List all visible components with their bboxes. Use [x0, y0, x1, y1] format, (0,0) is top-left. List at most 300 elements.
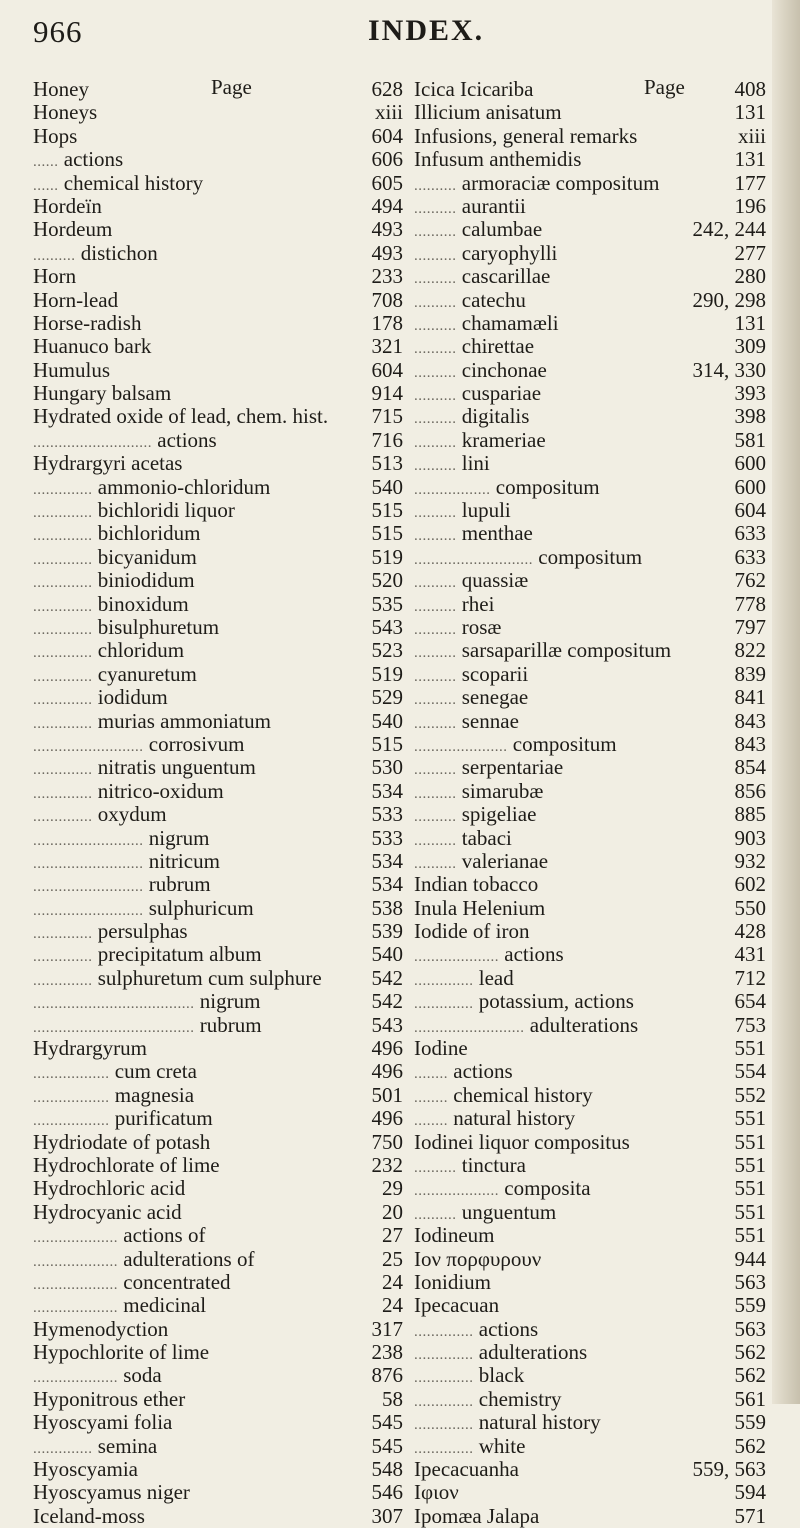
index-entry-term: corrosivum: [148, 731, 245, 756]
index-entry-leader-dots: ....................: [414, 1183, 499, 1200]
index-entry-term: Hyoscyamus niger: [33, 1480, 190, 1505]
index-entry: [33, 1341, 403, 1364]
index-entry-term: medicinal: [123, 1293, 207, 1318]
index-entry: [33, 733, 403, 756]
index-entry: [414, 663, 766, 686]
index-entry-page: 562: [734, 1433, 766, 1458]
index-entry-term: natural history: [453, 1106, 576, 1131]
index-entry-term: adulterations of: [123, 1246, 255, 1271]
index-entry-term: Hydrated oxide of lead, chem. hist.: [33, 404, 329, 429]
index-entry-term: Hydrargyrum: [33, 1036, 147, 1061]
index-entry: [33, 405, 403, 428]
index-entry-text: [33, 218, 112, 241]
index-entry-page: 546: [371, 1480, 403, 1505]
index-entry: [414, 172, 766, 195]
index-entry: [414, 1037, 766, 1060]
index-entry-term: Hordeïn: [33, 193, 102, 218]
index-entry-term: biniodidum: [97, 568, 195, 593]
index-entry-leader-dots: ..............: [33, 668, 93, 685]
index-entry-term: Hops: [33, 123, 78, 148]
index-entry: [33, 148, 403, 171]
index-entry-term: chemical history: [453, 1082, 593, 1107]
index-entry-page: 290, 298: [692, 287, 766, 312]
index-entry: [414, 195, 766, 218]
index-entry-page: 551: [734, 1036, 766, 1061]
index-entry: [33, 75, 403, 101]
index-entry-term: oxydum: [97, 802, 167, 827]
index-entry: [414, 1224, 766, 1247]
index-entry-page: 843: [734, 708, 766, 733]
index-entry: [33, 803, 403, 826]
index-entry-term: Iodine: [414, 1036, 468, 1061]
index-entry-term: sennae: [461, 708, 519, 733]
index-entry-term: Ipomæa Jalapa: [414, 1503, 540, 1528]
index-entry-term: chemistry: [478, 1386, 562, 1411]
index-entry-leader-dots: ..............: [33, 715, 93, 732]
index-entry-page: 856: [734, 778, 766, 803]
index-entry-leader-dots: ............................: [33, 434, 152, 451]
index-entry: [33, 1248, 403, 1271]
index-entry-term: rubrum: [148, 872, 211, 897]
index-entry-page: 712: [734, 965, 766, 990]
index-entry-text: [33, 1201, 182, 1224]
index-entry-term: magnesia: [114, 1082, 195, 1107]
index-entry-page: 885: [734, 802, 766, 827]
index-entry-term: Hyoscyami folia: [33, 1410, 173, 1435]
index-entry-page: 563: [734, 1316, 766, 1341]
page-column-label: Page: [644, 75, 685, 99]
index-entry-leader-dots: ..........: [414, 247, 457, 264]
index-entry: [33, 289, 403, 312]
index-entry: [33, 546, 403, 569]
index-entry-leader-dots: ..............: [33, 785, 93, 802]
index-entry-leader-dots: ..................: [33, 1113, 110, 1130]
index-entry-text: [33, 1411, 172, 1434]
index-entry-term: calumbae: [461, 217, 543, 242]
index-entry-term: iodidum: [97, 685, 168, 710]
index-entry-page: 496: [371, 1036, 403, 1061]
index-entry-page: 538: [371, 895, 403, 920]
index-entry-page: 493: [371, 240, 403, 265]
index-entry-term: sulphuricum: [148, 895, 254, 920]
index-entry: [414, 1388, 766, 1411]
index-entry-page: 529: [371, 685, 403, 710]
index-entry-leader-dots: ..........: [414, 785, 457, 802]
index-entry-page: 178: [371, 310, 403, 335]
index-entry-page: 513: [371, 451, 403, 476]
index-entry-leader-dots: ..............: [33, 692, 93, 709]
index-entry-leader-dots: ..........: [414, 505, 457, 522]
index-entry-page: 605: [371, 170, 403, 195]
index-entry: [414, 1341, 766, 1364]
index-entry-page: 540: [371, 708, 403, 733]
index-entry-term: compositum: [538, 544, 643, 569]
index-entry-term: Ionidium: [414, 1269, 491, 1294]
index-entry-text: [414, 1294, 499, 1317]
index-entry: [414, 476, 766, 499]
index-entry-term: Iodinei liquor compositus: [414, 1129, 630, 1154]
index-entry-leader-dots: ..............: [33, 551, 93, 568]
index-entry: [414, 1505, 766, 1528]
index-entry-page: 398: [734, 404, 766, 429]
index-entry-term: caryophylli: [461, 240, 558, 265]
index-entry: [414, 990, 766, 1013]
index-entry-term: persulphas: [97, 919, 188, 944]
index-entry-leader-dots: ..........: [414, 388, 457, 405]
index-entry: [33, 1107, 403, 1130]
page-title: INDEX.: [368, 14, 485, 47]
index-entry: [33, 663, 403, 686]
index-entry-term: compositum: [495, 474, 600, 499]
index-entry-term: Horn-lead: [33, 287, 119, 312]
index-entry: [33, 1271, 403, 1294]
index-entry-term: tabaci: [461, 825, 512, 850]
index-entry: [33, 218, 403, 241]
index-entry-term: Hydrargyri acetas: [33, 451, 183, 476]
index-entry: [414, 1248, 766, 1271]
index-entry-term: actions: [453, 1059, 513, 1084]
index-entry-term: Iodide of iron: [414, 919, 530, 944]
index-entry-page: 533: [371, 802, 403, 827]
index-entry-page: 600: [734, 474, 766, 499]
index-entry-leader-dots: ..........................: [33, 738, 144, 755]
index-entry-leader-dots: ..............: [33, 481, 93, 498]
index-entry: [414, 686, 766, 709]
index-entry-leader-dots: ..............: [33, 598, 93, 615]
index-entry-leader-dots: ..............: [33, 575, 93, 592]
index-entry-page: 551: [734, 1129, 766, 1154]
index-entry: [33, 429, 403, 452]
index-entry-text: [33, 289, 118, 312]
index-entry-term: Ipecacuan: [414, 1293, 500, 1318]
index-entry-term: Hungary balsam: [33, 381, 172, 406]
index-entry-term: purificatum: [114, 1106, 213, 1131]
index-entry-term: natural history: [478, 1410, 601, 1435]
index-entry: [414, 1084, 766, 1107]
index-entry: [33, 476, 403, 499]
index-entry: [33, 1481, 403, 1504]
index-entry-leader-dots: ..............: [414, 996, 474, 1013]
index-entry-term: Inula Helenium: [414, 895, 546, 920]
index-entry: [414, 312, 766, 335]
index-entry-text: [33, 265, 76, 288]
index-entry-page: 854: [734, 755, 766, 780]
index-entry: [414, 242, 766, 265]
index-entry-page: 604: [371, 123, 403, 148]
index-entry: [33, 1201, 403, 1224]
index-entry-page: 540: [371, 942, 403, 967]
index-entry: [33, 1435, 403, 1458]
index-entry-page: 604: [371, 357, 403, 382]
index-entry-page: 233: [371, 264, 403, 289]
index-entry-term: adulterations: [478, 1340, 588, 1365]
index-entry-leader-dots: ..........: [414, 317, 457, 334]
index-entry: [414, 522, 766, 545]
index-entry-page: 131: [734, 100, 766, 125]
index-entry: [414, 148, 766, 171]
index-column-right: [414, 75, 766, 1528]
index-entry-term: digitalis: [461, 404, 530, 429]
index-entry: [33, 827, 403, 850]
index-entry-term: menthae: [461, 521, 533, 546]
index-entry-page: 944: [734, 1246, 766, 1271]
page-header: [0, 10, 770, 60]
index-entry-leader-dots: ..............: [414, 1393, 474, 1410]
index-entry-term: valerianae: [461, 848, 549, 873]
index-entry-leader-dots: ..............: [414, 1323, 474, 1340]
index-entry-page: 238: [371, 1340, 403, 1365]
index-entry-page: 551: [734, 1152, 766, 1177]
index-entry-page: 196: [734, 193, 766, 218]
index-entry-page: 545: [371, 1433, 403, 1458]
index-entry-text: [414, 148, 581, 171]
index-entry-page: 515: [371, 521, 403, 546]
index-entry-term: sarsaparillæ compositum: [461, 638, 672, 663]
index-entry: [33, 1411, 403, 1434]
index-entry-text: [414, 897, 545, 920]
index-entry-term: tinctura: [461, 1152, 526, 1177]
index-entry: [414, 359, 766, 382]
index-entry-text: [414, 1224, 494, 1247]
index-entry-leader-dots: ..................: [33, 1066, 110, 1083]
index-entry-text: [33, 1458, 138, 1481]
index-entry-text: [33, 101, 97, 124]
index-entry-term: Horse-radish: [33, 310, 142, 335]
index-entry-leader-dots: ..........: [414, 271, 457, 288]
page-column-label: Page: [211, 75, 252, 99]
index-entry: [414, 1014, 766, 1037]
index-entry-leader-dots: ........: [414, 1066, 448, 1083]
index-entry-term: Horn: [33, 264, 77, 289]
index-entry-page: 600: [734, 451, 766, 476]
index-entry: [414, 639, 766, 662]
index-entry-term: Honey: [33, 77, 89, 101]
index-entry-page: 551: [734, 1199, 766, 1224]
index-entry-text: [33, 1481, 190, 1504]
index-entry: [33, 1014, 403, 1037]
index-entry-leader-dots: ....................: [33, 1276, 118, 1293]
index-entry-term: soda: [123, 1363, 162, 1388]
index-entry-page: xiii: [374, 100, 403, 125]
index-entry-page: 321: [371, 334, 403, 359]
index-entry-term: unguentum: [461, 1199, 557, 1224]
index-entry-term: bicyanidum: [97, 544, 197, 569]
index-entry-text: [414, 1481, 459, 1504]
index-entry-text: [33, 125, 77, 148]
index-entry-term: Hordeum: [33, 217, 113, 242]
index-entry-text: [33, 195, 102, 218]
index-entry-term: Ipecacuanha: [414, 1457, 519, 1482]
index-entry-leader-dots: ..........: [414, 200, 457, 217]
index-entry-text: [33, 452, 182, 475]
index-entry: [33, 359, 403, 382]
index-entry: [33, 1154, 403, 1177]
index-entry: [33, 172, 403, 195]
index-entry: [33, 1131, 403, 1154]
index-entry: [414, 920, 766, 943]
page-edge: [772, 0, 800, 1404]
index-entry-term: compositum: [512, 731, 617, 756]
index-entry: [33, 101, 403, 124]
index-entry: [414, 1458, 766, 1481]
index-entry-term: aurantii: [461, 193, 526, 218]
index-entry: [33, 499, 403, 522]
index-entry-page: 317: [371, 1316, 403, 1341]
index-entry-page: 545: [371, 1410, 403, 1435]
index-entry-text: [414, 920, 529, 943]
index-entry-page: 535: [371, 591, 403, 616]
index-entry-term: nigrum: [148, 825, 210, 850]
index-entry: [414, 101, 766, 124]
index-entry-page: 277: [734, 240, 766, 265]
index-entry-text: [33, 312, 141, 335]
index-entry: [414, 429, 766, 452]
index-entry: [414, 452, 766, 475]
index-entry: [33, 1037, 403, 1060]
index-entry-leader-dots: ..............: [33, 528, 93, 545]
index-entry-page: 554: [734, 1059, 766, 1084]
index-entry: [414, 1435, 766, 1458]
index-entry-text: [414, 1248, 541, 1271]
index-entry: [33, 242, 403, 265]
index-entry-page: 562: [734, 1363, 766, 1388]
index-entry: [33, 1084, 403, 1107]
index-entry-page: 307: [371, 1503, 403, 1528]
index-entry: [33, 616, 403, 639]
index-entry-leader-dots: ..........: [414, 715, 457, 732]
index-entry-leader-dots: ......: [33, 177, 59, 194]
index-entry: [414, 616, 766, 639]
index-entry-text: [33, 359, 110, 382]
index-entry-leader-dots: ..........: [414, 668, 457, 685]
index-entry-term: spigeliae: [461, 802, 537, 827]
index-entry-term: Ιφιον: [414, 1480, 459, 1505]
index-entry-page: 515: [371, 731, 403, 756]
index-entry-term: composita: [504, 1176, 591, 1201]
index-entry-text: [33, 78, 89, 101]
index-entry: [414, 546, 766, 569]
index-entry-text: [414, 78, 533, 101]
index-entry-text: [33, 335, 151, 358]
index-entry: [414, 1481, 766, 1504]
index-entry-leader-dots: ....................: [33, 1370, 118, 1387]
index-entry-term: serpentariae: [461, 755, 564, 780]
index-entry: [414, 1411, 766, 1434]
index-entry-page: 24: [382, 1293, 403, 1318]
index-entry: [414, 569, 766, 592]
index-entry-term: Iceland-moss: [33, 1503, 145, 1528]
index-entry: [414, 218, 766, 241]
index-entry-page: 20: [382, 1199, 403, 1224]
index-entry-term: Hydrochlorate of lime: [33, 1152, 220, 1177]
index-entry-page: 530: [371, 755, 403, 780]
index-entry-term: actions: [478, 1316, 539, 1341]
index-entry: [33, 1458, 403, 1481]
index-entry-leader-dots: ..........: [33, 247, 76, 264]
index-entry-page: 654: [734, 989, 766, 1014]
index-entry-leader-dots: ..........: [414, 575, 457, 592]
index-entry-leader-dots: ..............: [33, 949, 93, 966]
index-entry-page: 551: [734, 1223, 766, 1248]
index-column-left: [33, 75, 403, 1528]
index-entry-term: rosæ: [461, 614, 502, 639]
index-entry-page: 778: [734, 591, 766, 616]
index-entry-page: 309: [734, 334, 766, 359]
index-entry-page: 29: [382, 1176, 403, 1201]
index-entry-page: 131: [734, 147, 766, 172]
index-entry-page: 550: [734, 895, 766, 920]
index-entry-page: 841: [734, 685, 766, 710]
index-entry-page: 708: [371, 287, 403, 312]
index-entry-page: 428: [734, 919, 766, 944]
index-entry-page: 523: [371, 638, 403, 663]
index-entry: [33, 1294, 403, 1317]
index-entry-leader-dots: ....................: [33, 1300, 118, 1317]
index-entry-page: 559: [734, 1410, 766, 1435]
index-entry-page: 602: [734, 872, 766, 897]
index-entry-page: 563: [734, 1269, 766, 1294]
index-entry-page: 581: [734, 427, 766, 452]
index-entry-term: adulterations: [529, 1012, 639, 1037]
index-entry-term: Hypochlorite of lime: [33, 1340, 210, 1365]
index-entry: [414, 1364, 766, 1387]
index-entry: [33, 125, 403, 148]
index-entry-leader-dots: ..........: [414, 294, 457, 311]
index-entry-term: Ιον πορφυρουν: [414, 1246, 542, 1271]
page-number: 966: [33, 14, 83, 49]
index-entry-text: [414, 1458, 519, 1481]
index-entry-term: scoparii: [461, 661, 529, 686]
index-entry: [414, 1271, 766, 1294]
index-entry-text: [414, 1505, 539, 1528]
index-entry: [414, 1131, 766, 1154]
index-entry-text: [414, 101, 562, 124]
index-entry-page: 552: [734, 1082, 766, 1107]
index-entry-leader-dots: ..........................: [33, 855, 144, 872]
index-entry-leader-dots: ..............: [33, 762, 93, 779]
index-entry-page: 628: [371, 77, 403, 101]
index-entry-term: actions of: [123, 1223, 206, 1248]
index-entry: [414, 265, 766, 288]
index-entry-page: 534: [371, 848, 403, 873]
index-entry-page: 534: [371, 778, 403, 803]
index-entry-term: cinchonae: [461, 357, 547, 382]
index-entry-term: senegae: [461, 685, 529, 710]
index-entry: [33, 1364, 403, 1387]
index-entry-leader-dots: ..........: [414, 177, 457, 194]
index-entry-page: 515: [371, 498, 403, 523]
index-entry-term: simarubæ: [461, 778, 544, 803]
index-entry-leader-dots: ....................: [33, 1230, 118, 1247]
index-entry-term: Hymenodyction: [33, 1316, 169, 1341]
index-entry-term: cyanuretum: [97, 661, 197, 686]
index-entry-leader-dots: ..................: [414, 481, 491, 498]
index-entry: [414, 405, 766, 428]
index-entry-page: 496: [371, 1059, 403, 1084]
index-entry-leader-dots: ........: [414, 1089, 448, 1106]
index-entry-page: 822: [734, 638, 766, 663]
index-entry-text: [414, 1037, 468, 1060]
index-entry: [33, 1177, 403, 1200]
index-entry-page: 24: [382, 1269, 403, 1294]
index-entry-term: actions: [157, 427, 217, 452]
index-entry-leader-dots: ......................: [414, 738, 508, 755]
index-entry-page: 242, 244: [692, 217, 766, 242]
index-entry-text: [414, 1271, 491, 1294]
index-entry-page: 932: [734, 848, 766, 873]
index-entry-leader-dots: ..........................: [414, 1019, 525, 1036]
index-entry-term: lupuli: [461, 498, 511, 523]
